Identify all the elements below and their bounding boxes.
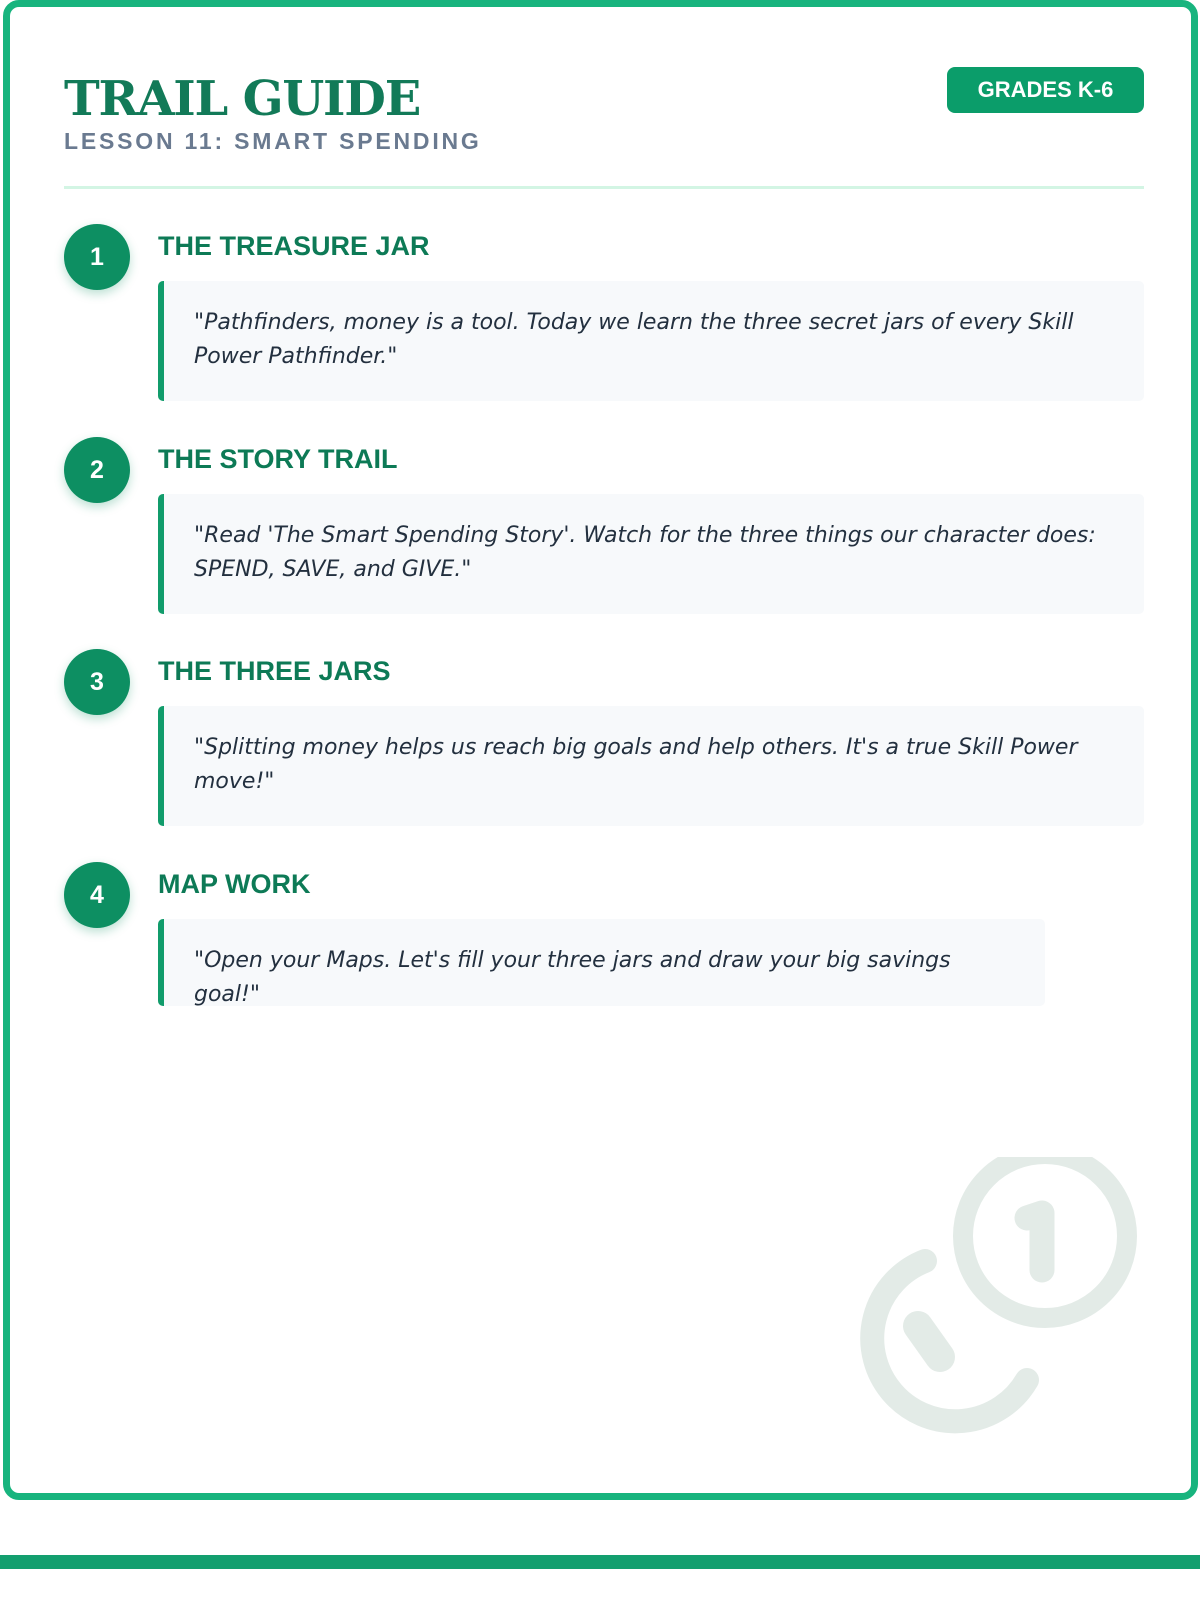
step-number: 3 <box>64 649 130 715</box>
step-quote: "Pathfinders, money is a tool. Today we learn the three secret jars of every Skill Power Pathfinder." <box>158 281 1144 401</box>
step-title: MAP WORK <box>158 869 311 899</box>
step-number: 2 <box>64 437 130 503</box>
step-number: 1 <box>64 224 130 290</box>
lesson-subtitle: LESSON 11: SMART SPENDING <box>64 128 482 154</box>
header <box>64 65 1144 195</box>
step-title: THE THREE JARS <box>158 656 391 686</box>
step-title: THE TREASURE JAR <box>158 231 430 261</box>
step-quote: "Splitting money helps us reach big goals and help others. It's a true Skill Power move!" <box>158 706 1144 826</box>
coins-icon <box>843 1157 1153 1467</box>
trail-guide-card <box>3 0 1198 1500</box>
header-divider <box>64 186 1144 189</box>
step-quote: "Read 'The Smart Spending Story'. Watch for the three things our character does: SPEND, SAVE, and GIVE." <box>158 494 1144 614</box>
grade-badge: GRADES K-6 <box>947 67 1144 113</box>
page-title: TRAIL GUIDE <box>64 71 421 127</box>
step-number: 4 <box>64 862 130 928</box>
footer-bar <box>0 1555 1200 1569</box>
step-title: THE STORY TRAIL <box>158 444 398 474</box>
step-quote: "Open your Maps. Let's fill your three jars and draw your big savings goal!" <box>158 919 1045 1006</box>
